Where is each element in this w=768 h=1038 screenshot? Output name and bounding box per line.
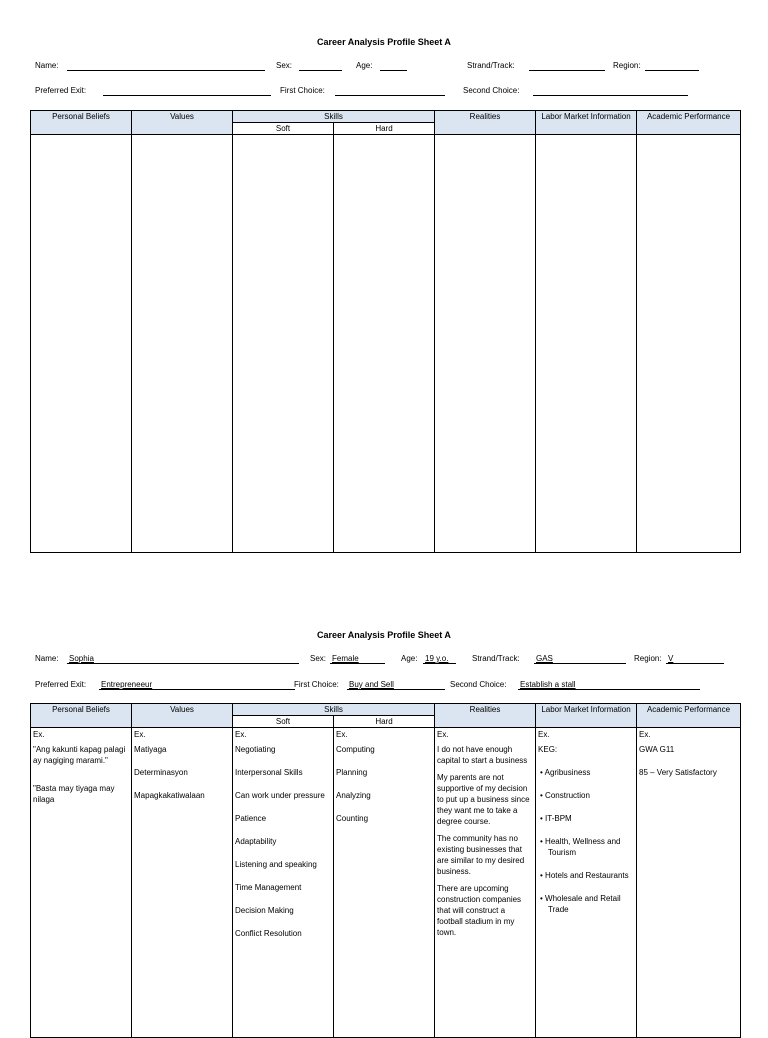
blank-header-beliefs: Personal Beliefs [31,111,132,135]
list-item: The community has no existing businesses that are similar to my desired business. [437,834,525,876]
list-item: Conflict Resolution [235,929,302,938]
filled-header-values: Values [132,704,233,728]
blank-header-skills: Skills [233,111,435,123]
blank-second-label: Second Choice: [463,86,520,95]
list-item: KEG: [538,745,558,754]
filled-preferred-field[interactable] [99,680,295,690]
filled-first-label: First Choice: [294,680,339,689]
filled-row-1 [35,654,735,666]
filled-header-academic: Academic Performance [637,704,741,728]
filled-second-value: Establish a stall [520,680,576,689]
list-item: Ex. [639,730,651,739]
bullet-text: Health, Wellness and Tourism [545,837,621,857]
list-item: There are upcoming construction companies that will construct a football stadium in my town. [437,884,522,937]
list-item: Ex. [235,730,247,739]
filled-strand-value: GAS [536,654,553,663]
filled-header-skills: Skills [233,704,435,716]
filled-sex-value: Female [332,654,359,663]
list-item: • Wholesale and Retail Trade [540,894,621,914]
filled-cell-hard[interactable] [334,728,435,1038]
list-item: • Health, Wellness and Tourism [540,837,621,857]
filled-header-labor: Labor Market Information [536,704,637,728]
list-item: Planning [336,768,368,777]
blank-title: Career Analysis Profile Sheet A [317,37,451,47]
filled-second-label: Second Choice: [450,680,507,689]
bullet-text: Hotels and Restaurants [545,871,629,880]
list-item: • Construction [540,791,590,800]
filled-row-2 [35,680,735,692]
list-item: Ex. [134,730,146,739]
filled-second-field[interactable] [518,680,700,690]
list-item: Determinasyon [134,768,188,777]
list-item: "Ang kakunti kapag palagi ay nagiging marami." [33,745,126,765]
list-item: Listening and speaking [235,860,317,869]
list-item: Decision Making [235,906,294,915]
blank-header-values: Values [132,111,233,135]
filled-strand-field[interactable] [534,654,626,664]
list-item: Mapagkakatiwalaan [134,791,205,800]
list-item: • Hotels and Restaurants [540,871,629,880]
filled-strand-label: Strand/Track: [472,654,520,663]
filled-first-value: Buy and Sell [349,680,394,689]
blank-header-academic: Academic Performance [637,111,741,135]
filled-preferred-label: Preferred Exit: [35,680,87,689]
blank-sex-label: Sex: [276,61,293,70]
blank-header-hard: Hard [334,123,435,135]
filled-age-field[interactable] [423,654,456,664]
filled-name-label: Name: [35,654,59,663]
bullet-text: Construction [545,791,590,800]
filled-age-value: 19 y.o. [425,654,449,663]
filled-cell-soft[interactable] [233,728,334,1038]
filled-name-value: Sophia [69,654,94,663]
blank-strand-label: Strand/Track: [467,61,515,70]
filled-age-label: Age: [401,654,418,663]
filled-preferred-value: Entrepreneeur [101,680,153,689]
filled-region-field[interactable] [666,654,724,664]
filled-header-hard: Hard [334,716,435,728]
list-item: • Agribusiness [540,768,591,777]
filled-first-field[interactable] [347,680,445,690]
list-item: "Basta may tiyaga may nilaga [33,784,115,804]
filled-cell-labor[interactable] [536,728,637,1038]
blank-first-label: First Choice: [280,86,325,95]
blank-header-realities: Realities [435,111,536,135]
list-item: Ex. [33,730,45,739]
list-item: Matiyaga [134,745,167,754]
blank-preferred-label: Preferred Exit: [35,86,87,95]
filled-cell-beliefs[interactable] [31,728,132,1038]
list-item: Can work under pressure [235,791,325,800]
blank-header-soft: Soft [233,123,334,135]
filled-cell-academic[interactable] [637,728,741,1038]
list-item: Analyzing [336,791,371,800]
list-item: GWA G11 [639,745,675,754]
blank-region-label: Region: [613,61,641,70]
bullet-text: Agribusiness [544,768,591,777]
filled-header-realities: Realities [435,704,536,728]
filled-region-label: Region: [634,654,662,663]
filled-sex-label: Sex: [310,654,327,663]
list-item: Adaptability [235,837,277,846]
filled-header-beliefs: Personal Beliefs [31,704,132,728]
list-item: Patience [235,814,267,823]
list-item: Interpersonal Skills [235,768,303,777]
blank-header-labor: Labor Market Information [536,111,637,135]
list-item: Time Management [235,883,302,892]
bullet-text: Wholesale and Retail Trade [545,894,621,914]
blank-age-label: Age: [356,61,373,70]
list-item: Counting [336,814,369,823]
filled-table [30,703,741,1038]
filled-sex-field[interactable] [330,654,385,664]
list-item: Ex. [538,730,550,739]
filled-cell-values[interactable] [132,728,233,1038]
blank-name-label: Name: [35,61,59,70]
list-item: I do not have enough capital to start a business [437,745,528,765]
list-item: 85 – Very Satisfactory [639,768,717,777]
filled-header-soft: Soft [233,716,334,728]
list-item: My parents are not supportive of my decision to put up a business since they want me to take a degree course. [437,773,530,826]
list-item: • IT-BPM [540,814,572,823]
filled-region-value: V [668,654,674,663]
list-item: Ex. [336,730,348,739]
filled-name-field[interactable] [67,654,299,664]
bullet-text: IT-BPM [545,814,572,823]
list-item: Ex. [437,730,449,739]
filled-cell-realities[interactable] [435,728,536,1038]
list-item: Negotiating [235,745,276,754]
filled-title: Career Analysis Profile Sheet A [317,630,451,640]
list-item: Computing [336,745,375,754]
